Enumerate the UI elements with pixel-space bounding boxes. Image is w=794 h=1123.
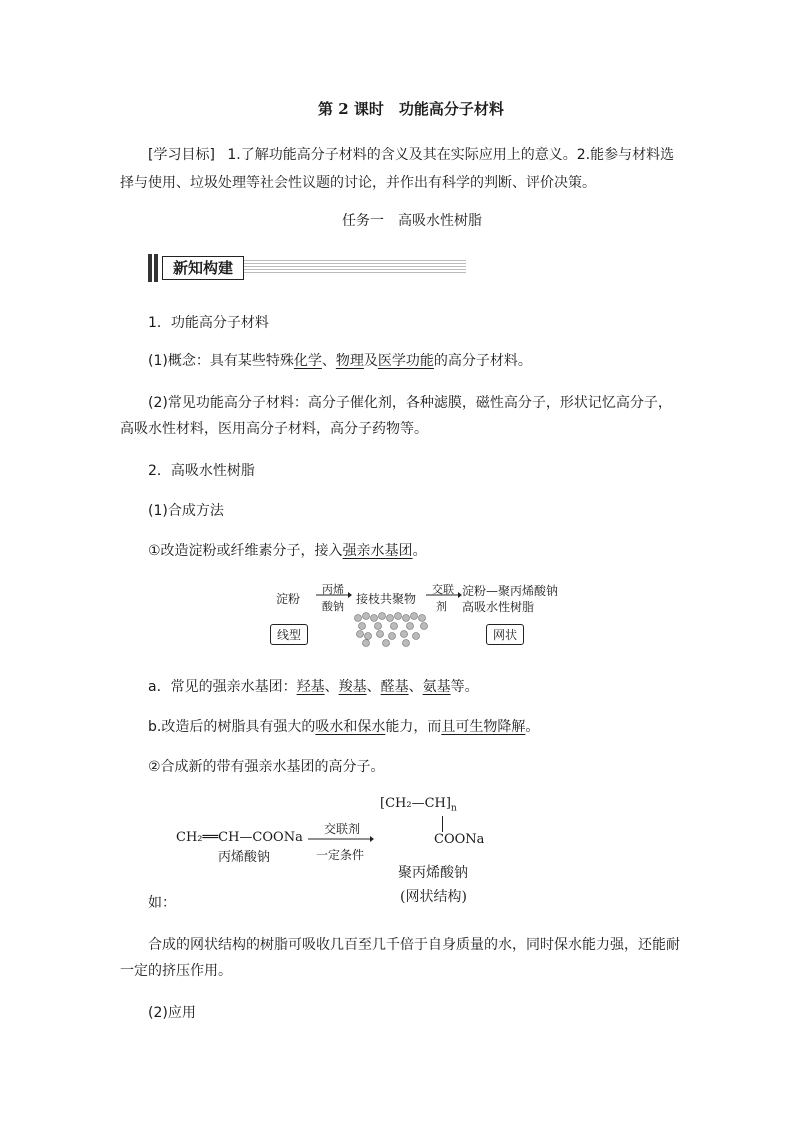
concept-suffix: 的高分子材料。	[433, 353, 532, 369]
example-label: 如：	[148, 895, 176, 911]
section-banner	[148, 254, 466, 282]
polymer-chain-text: [CH₂—CH]	[380, 796, 451, 811]
diagram1-arrow2-bottom: 剂	[436, 600, 447, 613]
group-carboxyl: 羧基	[338, 679, 367, 695]
arrow-icon	[426, 590, 462, 600]
monomer-formula: CH₂══CH—COONa	[176, 830, 303, 845]
banner-bar	[154, 254, 158, 282]
item-a-sep: 、	[366, 679, 381, 695]
group-hydroxyl: 羟基	[296, 679, 325, 695]
diagram1-arrow1-bottom: 酸钠	[322, 600, 344, 613]
item-a-sep: 、	[324, 679, 339, 695]
concept-prefix: (1)概念：具有某些特殊	[148, 353, 294, 369]
group-aldehyde: 醛基	[380, 679, 409, 695]
description-line-1: 合成的网状结构的树脂可吸收几百至几千倍于自身质量的水，同时保水能力强，还能耐	[148, 937, 680, 953]
objectives-tag: [学习目标]	[148, 147, 215, 163]
section1-heading: 1．功能高分子材料	[148, 315, 269, 331]
polymer-bond-line	[442, 816, 443, 832]
monomer-name: 丙烯酸钠	[218, 850, 271, 865]
common-materials-line-2: 高吸水性材料，医用高分子材料，高分子药物等。	[120, 421, 428, 437]
polymer-branch: COONa	[434, 832, 485, 847]
objectives-text-1: 1.了解功能高分子材料的含义及其在实际应用上的意义。2.能参与材料选	[227, 147, 675, 163]
concept-sep: 及	[363, 353, 378, 369]
arrow-top-label: 交联剂	[324, 822, 361, 836]
item1-prefix: ①改造淀粉或纤维素分子，接入	[148, 543, 343, 559]
group-amino: 氨基	[422, 679, 451, 695]
task-title: 任务一 高吸水性树脂	[342, 213, 482, 229]
diagram1-arrow1-top: 丙烯	[322, 583, 344, 596]
polymer-chain	[380, 796, 457, 814]
polymer-name: 聚丙烯酸钠	[398, 865, 468, 881]
concept-term-medical: 医学功能	[377, 353, 434, 369]
item-b-mid: 能力，而	[385, 719, 442, 735]
item-b-line	[148, 716, 539, 736]
item-a-line	[148, 676, 479, 696]
common-materials-line-1: (2)常见功能高分子材料：高分子催化剂，各种滤膜，磁性高分子，形状记忆高分子，	[148, 395, 672, 411]
item-b-suffix: 。	[525, 719, 540, 735]
diagram1-start: 淀粉	[276, 592, 301, 606]
banner-bar	[148, 254, 152, 282]
item1-term: 强亲水基团	[342, 543, 413, 559]
polymer-note: (网状结构)	[400, 889, 467, 905]
diagram1-label-network: 网状	[486, 624, 524, 645]
objectives-line-2: 择与使用、垃圾处理等社会性议题的讨论，并作出有科学的判断、评价决策。	[120, 175, 596, 191]
diagram1-arrow2-top: 交联	[432, 583, 454, 596]
item-b-term-degrade: 且可生物降解	[441, 719, 526, 735]
polymerization-diagram	[170, 790, 510, 910]
banner-label: 新知构建	[162, 256, 244, 280]
item1-line	[148, 540, 427, 560]
arrow-bottom-label: 一定条件	[316, 848, 365, 862]
polymer-n: n	[450, 803, 457, 814]
objectives-line-1	[148, 144, 674, 164]
polymer-network-icon	[352, 610, 432, 648]
banner-stripes	[244, 260, 466, 274]
application-heading: (2)应用	[148, 1005, 196, 1021]
starch-modification-diagram	[270, 580, 570, 650]
method-heading: (1)合成方法	[148, 503, 224, 519]
item2-line: ②合成新的带有强亲水基团的高分子。	[148, 759, 385, 775]
diagram1-end-line1: 淀粉—聚丙烯酸钠	[462, 584, 559, 598]
concept-line	[148, 350, 532, 370]
item-a-suffix: 等。	[450, 679, 479, 695]
diagram1-label-linear: 线型	[270, 624, 308, 645]
item-b-term-absorb: 吸水和保水	[315, 719, 386, 735]
item1-suffix: 。	[412, 543, 427, 559]
concept-sep: 、	[321, 353, 336, 369]
item-b-prefix: b.改造后的树脂具有强大的	[148, 719, 316, 735]
diagram1-end-line2: 高吸水性树脂	[462, 600, 535, 614]
arrow-icon	[316, 590, 352, 600]
section2-heading: 2．高吸水性树脂	[148, 463, 255, 479]
item-a-prefix: a．常见的强亲水基团：	[148, 679, 297, 695]
item-a-sep: 、	[408, 679, 423, 695]
description-line-2: 一定的挤压作用。	[120, 963, 232, 979]
concept-term-physics: 物理	[335, 353, 364, 369]
arrow-icon	[308, 834, 374, 844]
page-title: 第 2 课时 功能高分子材料	[318, 100, 504, 118]
diagram1-middle: 接枝共聚物	[356, 592, 417, 606]
concept-term-chemistry: 化学	[293, 353, 322, 369]
